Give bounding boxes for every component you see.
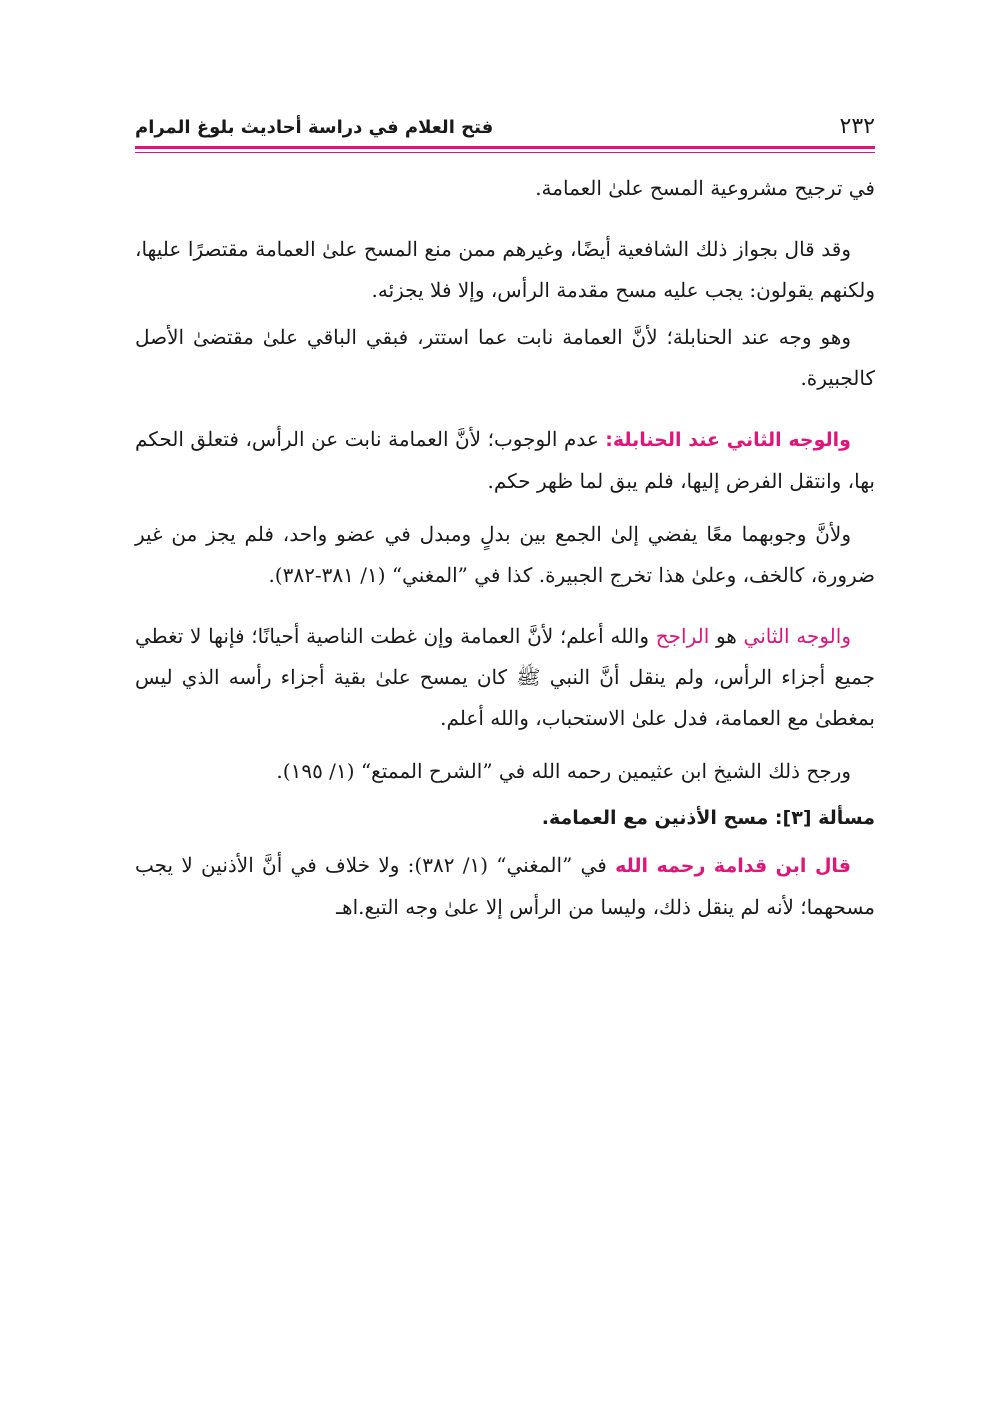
paragraph-6-mid: هو (709, 624, 744, 648)
second-view-hanbali-label: والوجه الثاني عند الحنابلة: (605, 429, 851, 451)
paragraph-6 (135, 616, 875, 739)
paragraph-2: وقد قال بجواز ذلك الشافعية أيضًا، وغيرهم ممن منع المسح علىٰ العمامة مقتصرًا عليها، ولكنهم يقولون: يجب عليه مسح مقدمة الرأس، وإلا فلا يجزئه. (135, 237, 875, 302)
paragraph-4-text: عدم الوجوب؛ لأنَّ العمامة نابت عن الرأس، فتعلق الحكم بها، وانتقل الفرض إليها، فلم يبق لما ظهر حكم. (135, 427, 875, 493)
header-rule-thin (135, 152, 875, 153)
paragraph-1: في ترجيح مشروعية المسح علىٰ العمامة. (535, 176, 875, 200)
section-heading: مسألة [٣]: مسح الأذنين مع العمامة. (541, 807, 875, 829)
book-page (135, 0, 875, 1418)
paragraph-4 (135, 419, 875, 502)
ibn-qudama-label: قال ابن قدامة رحمه الله (615, 855, 852, 877)
page-header (135, 112, 875, 146)
paragraph-3: وهو وجه عند الحنابلة؛ لأنَّ العمامة نابت عما استتر، فبقي الباقي علىٰ مقتضىٰ الأصل كالجبيرة. (135, 325, 875, 390)
paragraph-5: ولأنَّ وجوبهما معًا يفضي إلىٰ الجمع بين بدلٍ ومبدل في عضو واحد، فلم يجز من غير ضرورة، كالخف، وعلىٰ هذا تخرج الجبيرة. كذا في ”المغني“ (١/ ٣٨١-٣٨٢). (135, 522, 875, 587)
page-number: ٢٣٢ (839, 114, 875, 139)
body-text (135, 168, 875, 928)
paragraph-8-text: في ”المغني“ (١/ ٣٨٢): ولا خلاف في أنَّ الأذنين لا يجب مسحهما؛ لأنه لم ينقل ذلك، وليسا من الرأس إلا علىٰ وجه التبع.اهـ (135, 853, 875, 919)
running-title: فتح العلام في دراسة أحاديث بلوغ المرام (135, 117, 494, 138)
paragraph-6-text: والله أعلم؛ لأنَّ العمامة وإن غطت الناصية أحيانًا؛ فإنها لا تغطي جميع أجزاء الرأس، ولم ينقل أنَّ النبي ﷺ كان يمسح علىٰ بقية أجزاء رأسه الذي ليس بمغطىٰ مع العمامة، فدل علىٰ الاستحباب، والله أعلم. (135, 624, 875, 730)
paragraph-8 (135, 845, 875, 928)
second-view-label: والوجه الثاني (743, 624, 851, 648)
paragraph-7: ورجح ذلك الشيخ ابن عثيمين رحمه الله في ”الشرح الممتع“ (١/ ١٩٥). (276, 759, 851, 783)
header-rule-thick (135, 146, 875, 149)
preferred-label: الراجح (655, 624, 710, 648)
